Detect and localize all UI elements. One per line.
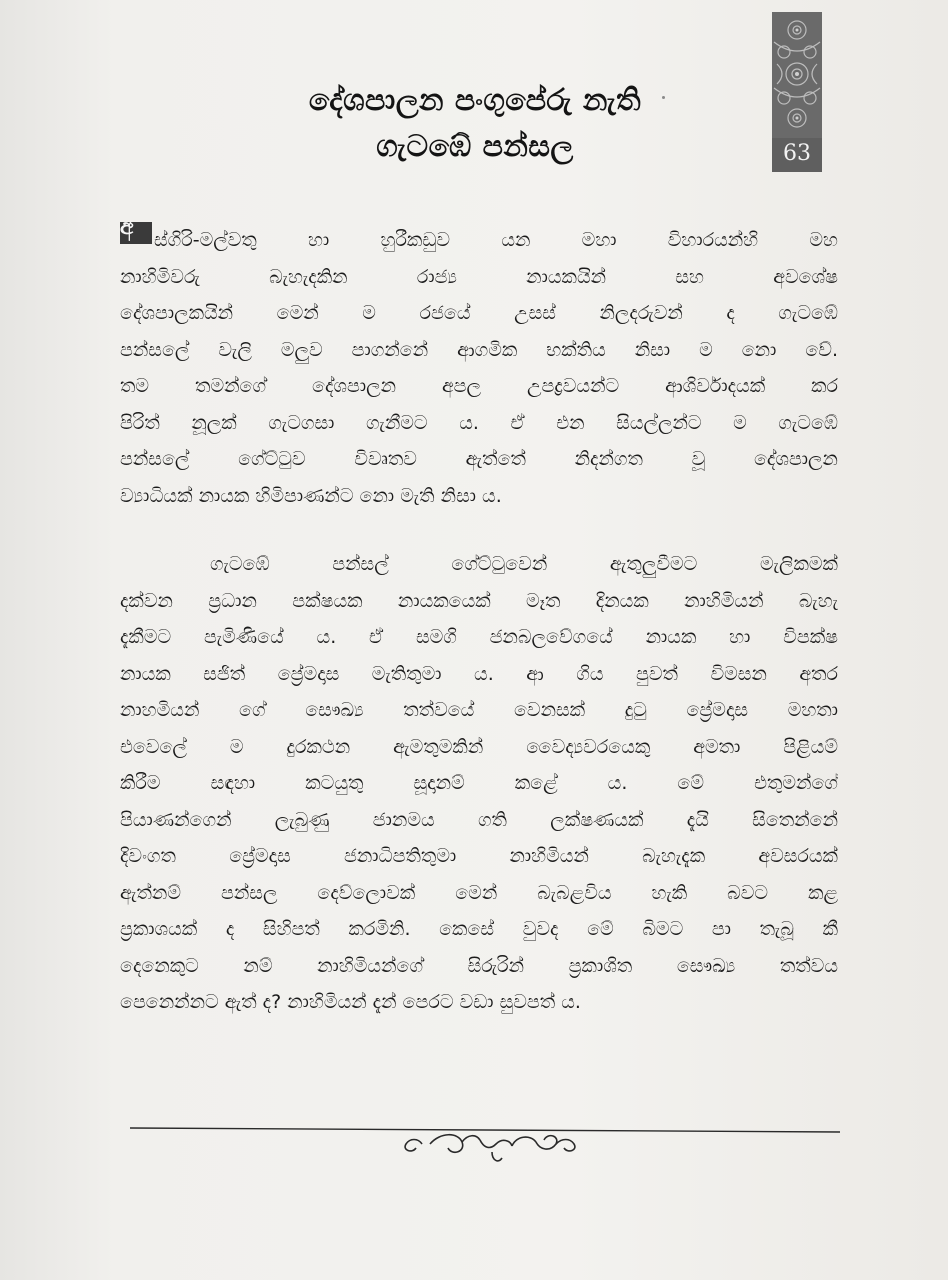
speck xyxy=(662,96,665,99)
ornamental-divider xyxy=(130,1110,840,1170)
paragraph-2-line: දිවංගත ප්‍රේමදාස ජනාධිපතිතුමා නාහිමියන් බැහැදැක අවසරයක් xyxy=(120,845,838,867)
paragraph-1-line: ව්‍යාධියක් නායක හිමිපාණන්ට නො මැති නිසා ය. xyxy=(120,484,502,507)
paragraph-1-line: පන්සලේ ගේට්ටුව විවෘතව ඇත්තේ නිදන්ගත වූ දේශපාලන xyxy=(120,448,838,470)
paragraph-2-line: නාහමියන් ගේ සෞඛ්‍ය තත්වයේ වෙනසක් දුටු ප්‍රේමදාස මහතා xyxy=(120,699,838,721)
paragraph-2-line: ගැටඹේ පන්සල් ගේට්ටුවෙන් ඇතුලුවීමට මැලිකමක් xyxy=(210,553,838,575)
paragraph-2-line: කිරීම සඳහා කටයුතු සූදානම් කළේ ය. මේ එතුමන්ගේ xyxy=(120,772,838,794)
chapter-title xyxy=(240,78,710,170)
paragraph-1-line: අ ස්ගිරි-මල්වතු හා හුරීකඩුව යන මහා විහාරයන්හි මහ xyxy=(120,222,838,259)
paragraph-gap xyxy=(120,514,838,546)
paragraph-2-line: පෙනෙන්නට ඇත් ද? නාහිමියන් දැන් පෙරට වඩා සුවපත් ය. xyxy=(120,991,581,1013)
floral-ornament-icon xyxy=(772,12,822,138)
paragraph-1-line: නාහිමිවරු බැහැදකින රාජ්‍ය නායකයින් සහ අවශේෂ xyxy=(120,265,838,288)
paragraph-2-line: දැකීමට පැමිණියේ ය. ඒ සමගි ජනබලවේගයේ නායක හා විපක්ෂ xyxy=(120,626,838,648)
page-number-tab xyxy=(772,12,822,172)
paragraph-2-line: දක්වන ප්‍රධාන පක්ෂයක නායකයෙක් මෑත දිනයක නාහිමියන් බැහැ xyxy=(120,589,838,612)
paragraph-1-line: පන්සලේ වැලි මලුව පාගන්නේ ආගමික භක්තිය නිසා ම නො වේ. xyxy=(120,338,838,361)
paragraph-1-line: දේශපාලකයින් මෙන් ම රජයේ උසස් නිලදරුවන් ද ගැටඹේ xyxy=(120,302,838,324)
chapter-title-line-2: ගැටඹේ පන්සල xyxy=(376,129,574,164)
paragraph-1-line: තම තමන්ගේ දේශපාලන අපල උපද්‍රවයන්ට ආශිර්වාදයක් කර xyxy=(120,375,838,397)
page-number: 63 xyxy=(783,141,811,166)
body-text xyxy=(120,222,838,1021)
paragraph-2-line: ඇත්නම් පන්සල දෙව්ලොවක් මෙන් බැබළවිය හැකි බවට කළ xyxy=(120,881,838,904)
paragraph-1-line: පිරිත් නූලක් ගැටගසා ගැනීමට ය. ඒ එන සියල්ලන්ට ම ගැටඹේ xyxy=(120,411,838,434)
chapter-title-line-1: දේශපාලන පංගුපේරු නැති xyxy=(308,83,642,118)
paragraph-2-line: ප්‍රකාශයක් ද සිහිපත් කරමිනි. කෙසේ වුවද මේ බිමට පා තැබූ කී xyxy=(120,918,838,940)
paragraph-2-line: එවෙලේ ම දුරකථන ඇමතුමකින් වෛද්‍යවරයෙකු අමතා පිළියම් xyxy=(120,735,838,758)
paragraph-2-line: නායක සජිත් ප්‍රේමදාස මැතිතුමා ය. ආ ගිය පුවත් විමසන අතර xyxy=(120,662,838,685)
drop-cap: අ xyxy=(120,222,152,244)
paragraph-2-line: දෙනෙකුට නම් නාහිමියන්ගේ සිරුරින් ප්‍රකාශිත සෞඛ්‍ය තත්වය xyxy=(120,954,838,977)
swirl-ornament-icon xyxy=(405,1135,575,1161)
paragraph-2-line: පියාණන්ගෙන් ලැබුණු ජානමය ගති ලක්ෂණයක් දැයි සිතෙන්නේ xyxy=(120,808,838,831)
